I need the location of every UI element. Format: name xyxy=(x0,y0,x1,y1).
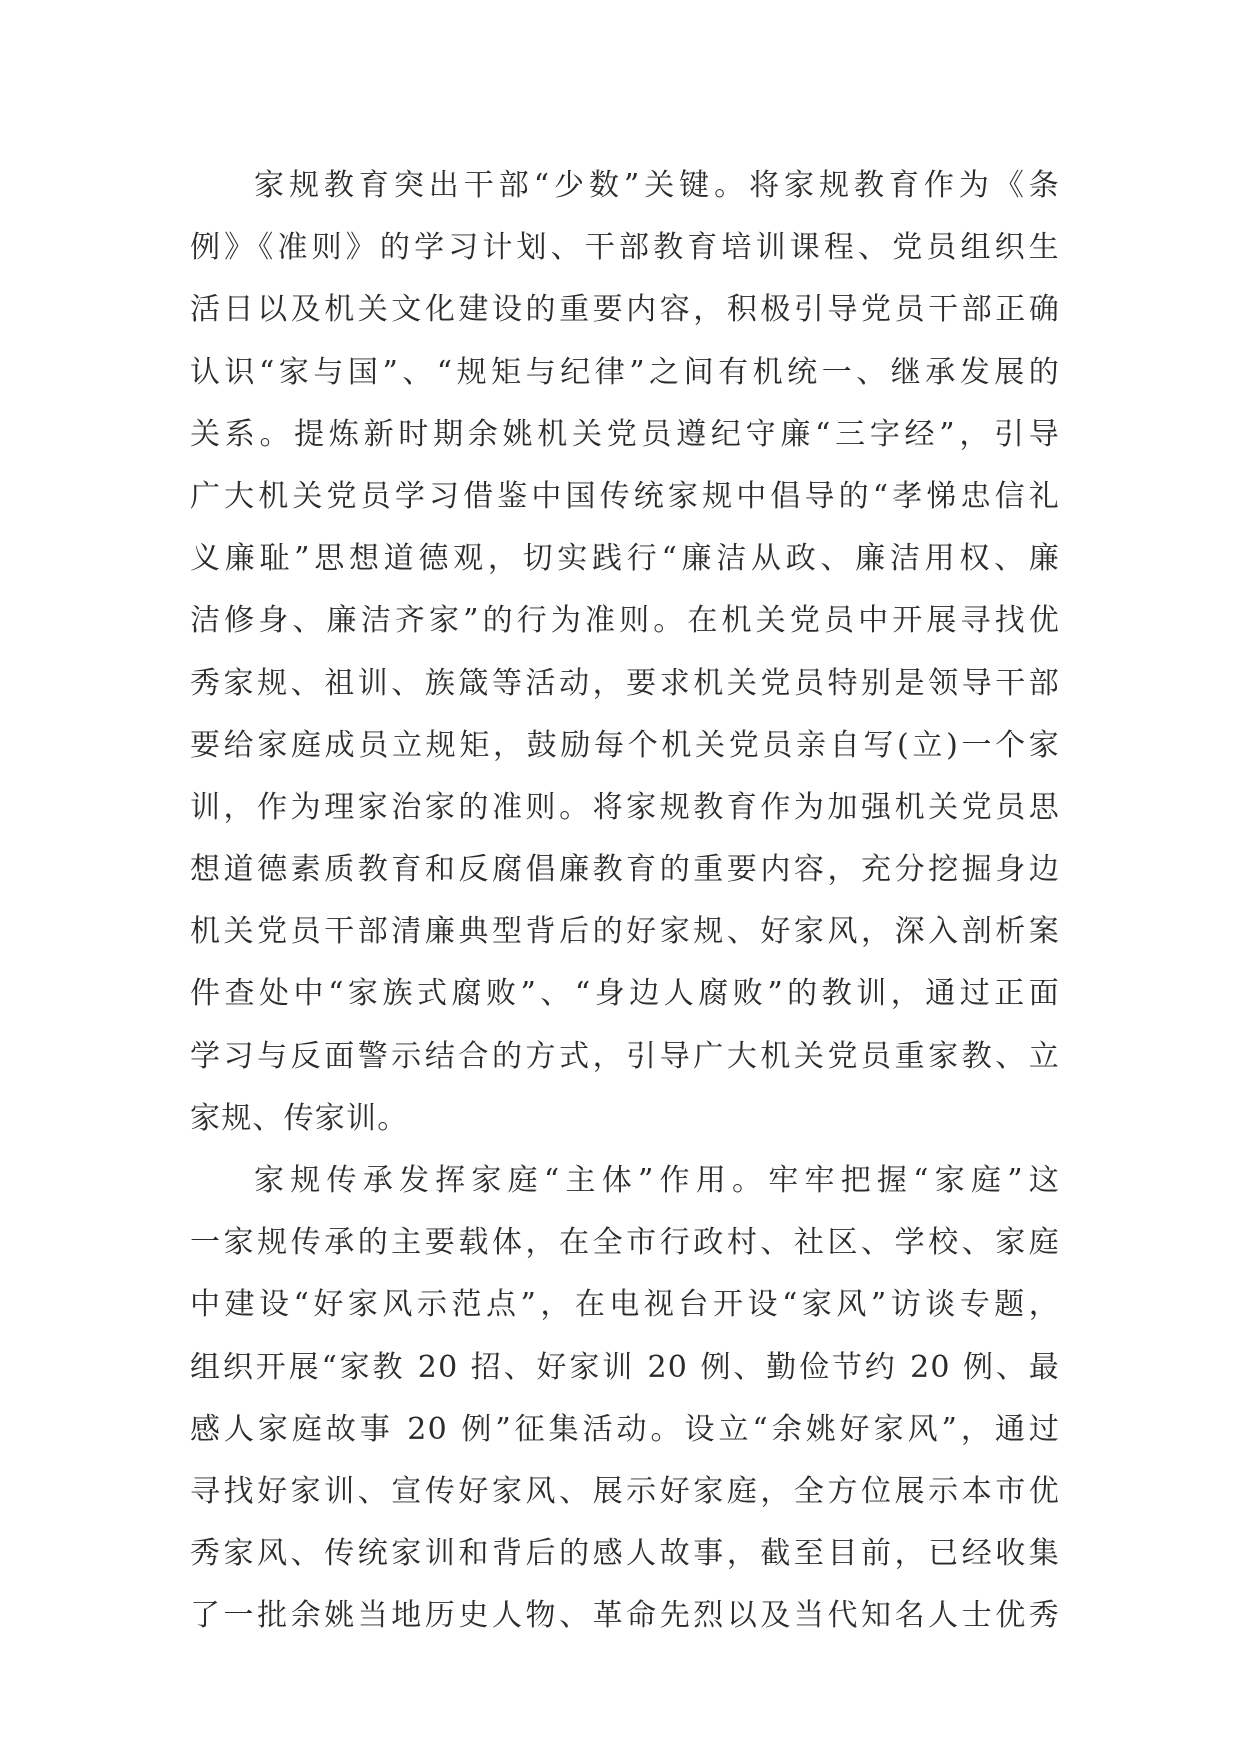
text-line: 广大机关党员学习借鉴中国传统家规中倡导的“孝悌忠信礼 xyxy=(190,478,1060,514)
text-line: 训，作为理家治家的准则。将家规教育作为加强机关党员思 xyxy=(190,789,1060,825)
text-line: 义廉耻”思想道德观，切实践行“廉洁从政、廉洁用权、廉 xyxy=(190,541,1060,577)
text-line: 感人家庭故事 20 例”征集活动。设立“余姚好家风”，通过 xyxy=(190,1411,1060,1447)
text-line: 例》《准则》的学习计划、干部教育培训课程、党员组织生 xyxy=(190,230,1060,266)
text-line: 家规传承发挥家庭“主体”作用。牢牢把握“家庭”这 xyxy=(254,1163,1060,1198)
text-line: 家规、传家训。 xyxy=(190,1100,409,1136)
text-line: 关系。提炼新时期余姚机关党员遵纪守廉“三字经”，引导 xyxy=(190,416,1060,452)
paragraph-family-rules-inheritance xyxy=(190,1150,1060,1648)
text-line: 认识“家与国”、“规矩与纪律”之间有机统一、继承发展的 xyxy=(190,354,1060,390)
text-line: 了一批余姚当地历史人物、革命先烈以及当代知名人士优秀 xyxy=(190,1598,1060,1634)
text-line: 中建设“好家风示范点”，在电视台开设“家风”访谈专题， xyxy=(190,1287,1060,1323)
text-line: 机关党员干部清廉典型背后的好家规、好家风，深入剖析案 xyxy=(190,914,1060,950)
text-line: 想道德素质教育和反腐倡廉教育的重要内容，充分挖掘身边 xyxy=(190,852,1060,888)
text-line: 秀家风、传统家训和背后的感人故事，截至目前，已经收集 xyxy=(190,1536,1060,1572)
text-line: 要给家庭成员立规矩，鼓励每个机关党员亲自写(立)一个家 xyxy=(190,727,1060,763)
document-body xyxy=(190,155,1060,1648)
paragraph-family-rules-education xyxy=(190,155,1060,1150)
text-line: 洁修身、廉洁齐家”的行为准则。在机关党员中开展寻找优 xyxy=(190,603,1060,639)
text-line: 学习与反面警示结合的方式，引导广大机关党员重家教、立 xyxy=(190,1038,1060,1074)
text-line: 一家规传承的主要载体，在全市行政村、社区、学校、家庭 xyxy=(190,1225,1060,1261)
text-line: 件查处中“家族式腐败”、“身边人腐败”的教训，通过正面 xyxy=(190,976,1060,1012)
text-line: 活日以及机关文化建设的重要内容，积极引导党员干部正确 xyxy=(190,292,1060,328)
text-line: 寻找好家训、宣传好家风、展示好家庭，全方位展示本市优 xyxy=(190,1473,1060,1509)
text-line: 家规教育突出干部“少数”关键。将家规教育作为《条 xyxy=(254,168,1060,203)
text-line: 组织开展“家教 20 招、好家训 20 例、勤俭节约 20 例、最 xyxy=(190,1349,1060,1385)
text-line: 秀家规、祖训、族箴等活动，要求机关党员特别是领导干部 xyxy=(190,665,1060,701)
